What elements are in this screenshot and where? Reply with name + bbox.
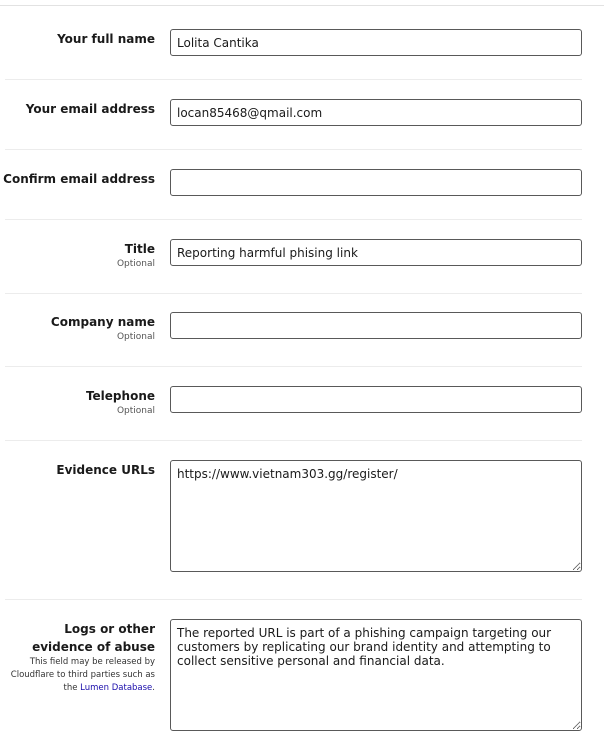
lumen-database-link[interactable]: Lumen Database (80, 683, 153, 693)
row-divider (5, 219, 582, 220)
row-divider (5, 293, 582, 294)
company-input[interactable] (170, 312, 582, 339)
full-name-input[interactable] (170, 29, 582, 56)
telephone-optional-hint: Optional (116, 406, 155, 416)
email-label: Your email address (25, 102, 155, 116)
row-divider (5, 79, 582, 80)
row-divider (5, 149, 582, 150)
telephone-label: Telephone (85, 389, 155, 403)
logs-textarea[interactable] (170, 619, 582, 731)
row-divider (5, 440, 582, 441)
title-input[interactable] (170, 239, 582, 266)
telephone-input[interactable] (170, 386, 582, 413)
row-divider (5, 366, 582, 367)
full-name-label: Your full name (57, 32, 155, 46)
evidence-urls-label: Evidence URLs (56, 463, 155, 477)
confirm-email-input[interactable] (170, 169, 582, 196)
logs-label: Logs or other evidence of abuse (32, 622, 155, 654)
confirm-email-label: Confirm email address (3, 172, 155, 186)
company-optional-hint: Optional (116, 332, 155, 342)
title-label: Title (124, 242, 155, 256)
evidence-urls-textarea[interactable] (170, 460, 582, 572)
email-input[interactable] (170, 99, 582, 126)
logs-help-suffix: . (152, 683, 155, 693)
top-divider (0, 5, 604, 6)
title-optional-hint: Optional (116, 259, 155, 269)
logs-help-text (0, 656, 155, 695)
logs-help-prefix: This field may be released by Cloudflare to third parties such as the (10, 657, 155, 693)
row-divider (5, 599, 582, 600)
company-label: Company name (50, 315, 155, 329)
